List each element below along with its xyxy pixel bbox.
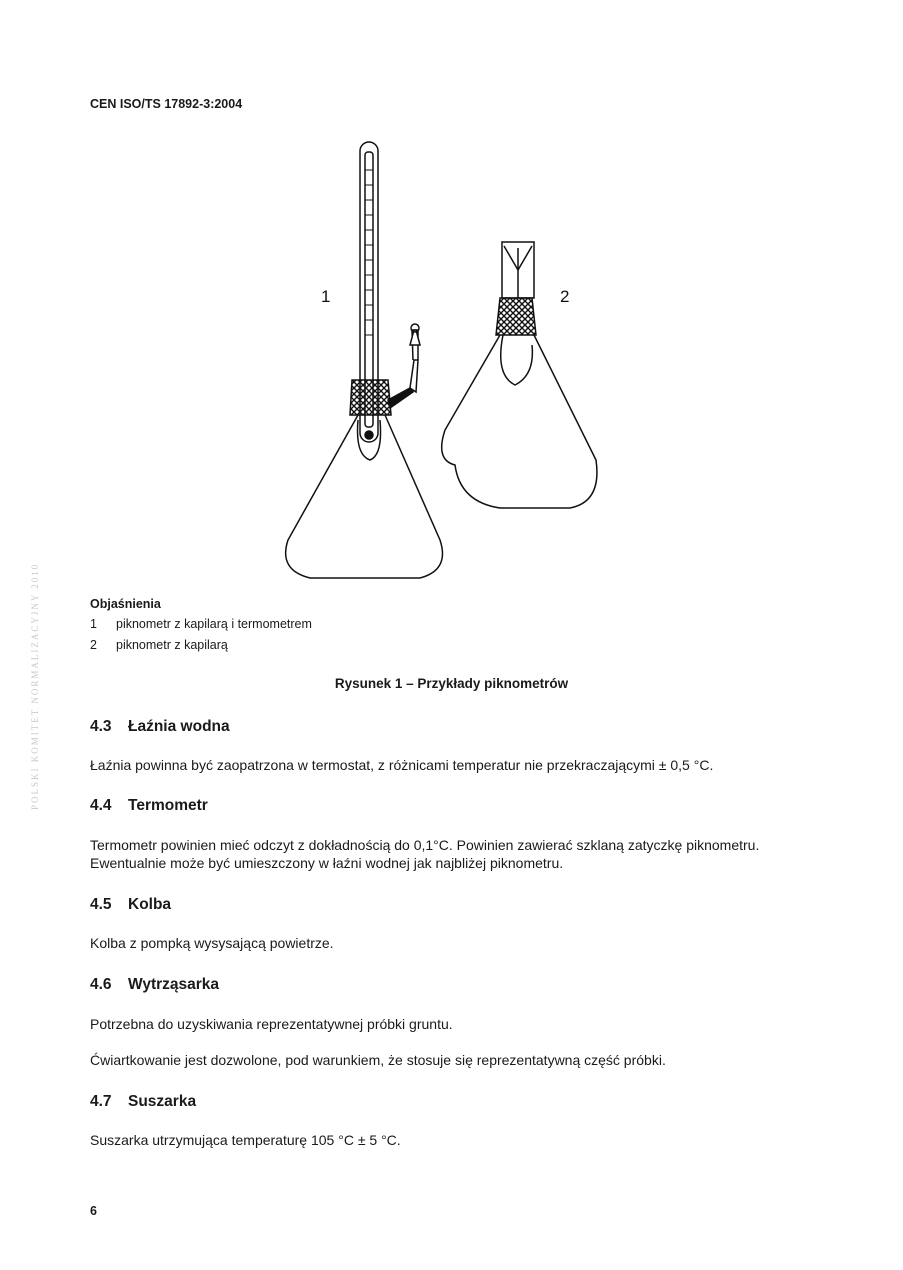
legend-item-number: 1	[90, 617, 97, 631]
section-title: Suszarka	[128, 1093, 197, 1110]
section-paragraph: Termometr powinien mieć odczyt z dokładnością do 0,1°C. Powinien zawierać szklaną zatyczkę piknometru. Ewentualnie może być umieszczony w łaźni wodnej jak najbliżej piknometru.	[90, 837, 760, 871]
section-number: 4.4	[90, 797, 112, 814]
section-title: Łaźnia wodna	[128, 718, 230, 735]
section-heading	[90, 976, 219, 994]
legend-title: Objaśnienia	[90, 597, 161, 611]
section-paragraph: Ćwiartkowanie jest dozwolone, pod warunkiem, że stosuje się reprezentatywną część próbki.	[90, 1052, 666, 1068]
section-title: Kolba	[128, 896, 172, 913]
document-header: CEN ISO/TS 17892-3:2004	[90, 97, 243, 111]
page-number: 6	[90, 1204, 97, 1218]
section-title: Termometr	[128, 797, 208, 814]
section-title: Wytrząsarka	[128, 976, 220, 993]
section-paragraph: Łaźnia powinna być zaopatrzona w termostat, z różnicami temperatur nie przekraczającymi ± 0,5 °C.	[90, 757, 714, 773]
section-number: 4.5	[90, 896, 112, 913]
section-paragraph: Potrzebna do uzyskiwania reprezentatywnej próbki gruntu.	[90, 1016, 453, 1032]
section-paragraph: Kolba z pompką wysysającą powietrze.	[90, 935, 334, 951]
side-watermark: POLSKI KOMITET NORMALIZACYJNY 2010	[30, 562, 40, 810]
section-number: 4.3	[90, 718, 112, 735]
legend-item	[90, 617, 312, 631]
legend-item	[90, 638, 228, 652]
legend-item-number: 2	[90, 638, 97, 652]
legend-item-text: piknometr z kapilarą i termometrem	[116, 617, 312, 631]
figure-label-2: 2	[560, 287, 570, 306]
section-heading	[90, 896, 171, 914]
section-number: 4.7	[90, 1093, 112, 1110]
section-heading	[90, 1093, 196, 1111]
section-heading	[90, 718, 230, 736]
section-paragraph: Suszarka utrzymująca temperaturę 105 °C ± 5 °C.	[90, 1132, 401, 1148]
pycnometer-figure	[270, 130, 630, 590]
pycnometer-with-thermometer	[286, 142, 443, 578]
legend-item-text: piknometr z kapilarą	[116, 638, 228, 652]
pycnometer-with-capillary	[442, 242, 597, 508]
figure-label-1: 1	[321, 287, 331, 306]
section-number: 4.6	[90, 976, 112, 993]
figure-caption: Rysunek 1 – Przykłady piknometrów	[334, 676, 569, 691]
thermometer-scale	[365, 170, 373, 335]
section-heading	[90, 797, 208, 815]
